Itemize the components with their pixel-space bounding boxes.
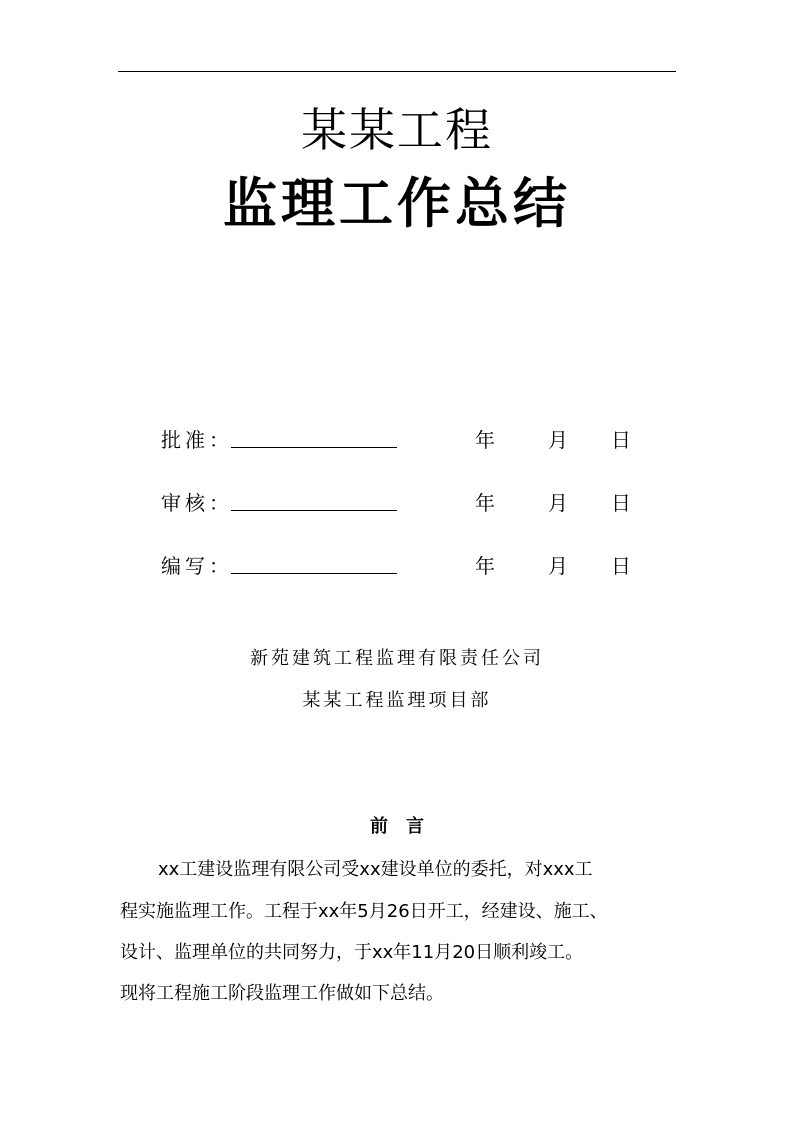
- review-day-label: 日: [611, 491, 631, 515]
- preface-paragraph-line: 设计、监理单位的共同努力，于xx年11月20日顺利竣工。: [120, 942, 584, 963]
- review-month-label: 月: [548, 491, 568, 515]
- header-rule: [118, 71, 676, 72]
- project-department: 某某工程监理项目部: [302, 690, 492, 711]
- review-row: [0, 488, 794, 518]
- preface-heading: 前 言: [370, 816, 424, 837]
- approval-day-label: 日: [611, 428, 631, 452]
- review-year-label: 年: [475, 491, 495, 515]
- author-month-label: 月: [548, 554, 568, 578]
- approval-month-label: 月: [548, 428, 568, 452]
- author-signature-line: [231, 573, 397, 574]
- approval-label: 批准：: [161, 428, 233, 452]
- preface-paragraph-line: xx工建设监理有限公司受xx建设单位的委托，对xxx工: [158, 859, 593, 880]
- company-name: 新苑建筑工程监理有限责任公司: [250, 648, 544, 669]
- author-row: [0, 551, 794, 581]
- author-label: 编写：: [161, 554, 233, 578]
- author-day-label: 日: [611, 554, 631, 578]
- project-title: 某某工程: [301, 103, 493, 157]
- review-label: 审核：: [161, 491, 233, 515]
- approval-signature-line: [231, 447, 397, 448]
- approval-row: [0, 425, 794, 455]
- author-year-label: 年: [475, 554, 495, 578]
- review-signature-line: [231, 510, 397, 511]
- document-title: 监理工作总结: [223, 172, 571, 235]
- preface-paragraph-line: 现将工程施工阶段监理工作做如下总结。: [120, 983, 444, 1004]
- preface-paragraph-line: 程实施监理工作。工程于xx年5月26日开工，经建设、施工、: [120, 901, 608, 922]
- approval-year-label: 年: [475, 428, 495, 452]
